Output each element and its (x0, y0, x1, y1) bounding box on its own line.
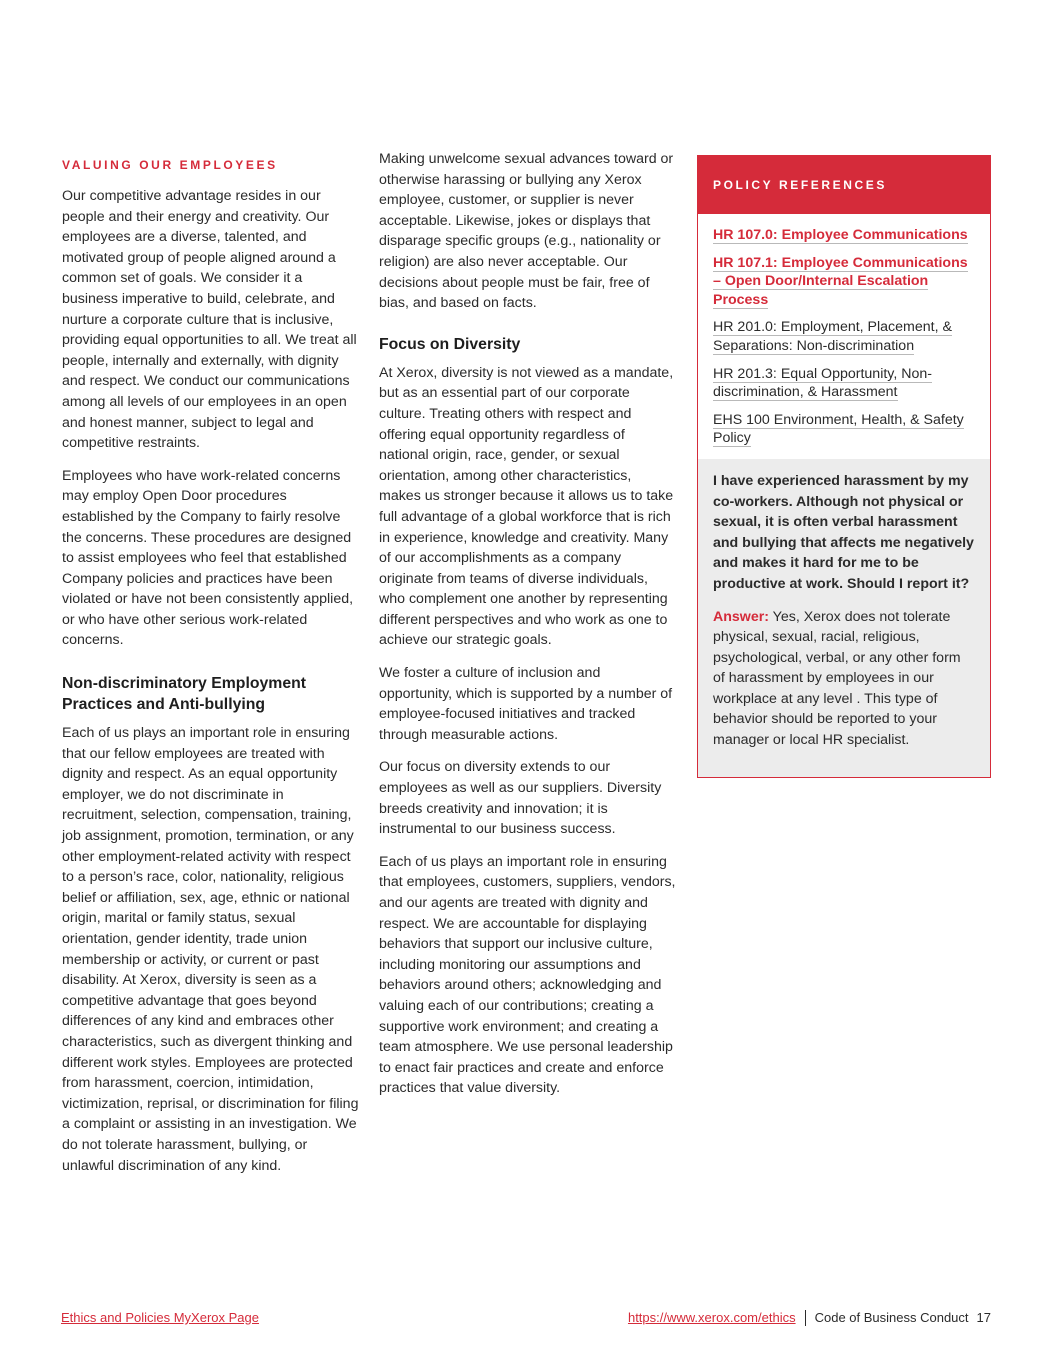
harassment-paragraph: Making unwelcome sexual advances toward or otherwise harassing or bullying any Xerox employee, customer, or supplier is never acceptable. Likewise, jokes or displays that disparage specific groups (e.g., nationality or religion) are also never acceptable. Our decisions about people must be fair, free of bias, and based on facts. (379, 151, 674, 312)
policy-link-hr-107-0[interactable]: HR 107.0: Employee Communications (713, 227, 968, 243)
middle-column (379, 152, 677, 1111)
focus-on-diversity-heading: Focus on Diversity (379, 335, 521, 353)
section-label: VALUING OUR EMPLOYEES (62, 158, 278, 172)
policy-link-hr-107-1[interactable]: HR 107.1: Employee Communications – Open Door/Internal Escalation Process (713, 254, 968, 308)
policy-link-hr-201-3[interactable]: HR 201.3: Equal Opportunity, Non-discrimination, & Harassment (713, 365, 932, 401)
policy-link-hr-201-0[interactable]: HR 201.0: Employment, Placement, & Separations: Non-discrimination (713, 319, 952, 354)
qa-question: I have experienced harassment by my co-workers. Although not physical or sexual, it is often verbal harassment and bullying that affects me negatively and makes it hard for me to be productive at work. Should I report it? (713, 472, 974, 592)
accountability-paragraph: Each of us plays an important role in ensuring that employees, customers, suppliers, vendors, and our agents are treated with dignity and respect. We are accountable for displaying behaviors that support our inclusive culture, including monitoring our assumptions and behaviors around others; acknowledging and valuing each of our contributions; creating a supportive work environment; and creating a team atmosphere. We use personal leadership to enact fair practices and create and enforce practices that value diversity. (379, 853, 676, 1097)
left-column (62, 152, 362, 1188)
qa-answer (713, 607, 975, 751)
footer-right (628, 1309, 991, 1327)
ethics-url-link[interactable]: https://www.xerox.com/ethics (627, 1310, 796, 1325)
open-door-paragraph: Employees who have work-related concerns may employ Open Door procedures established by the Company to fairly resolve the concerns. These procedures are designed to assist employees who feel that established Company policies and practices have been violated or have not been consistently applied, or who have other serious work-related concerns. (62, 467, 354, 649)
document-title: Code of Business Conduct (814, 1310, 969, 1325)
non-discrimination-heading: Non-discriminatory Employment Practices and Anti-bullying (62, 675, 307, 714)
policy-link-ehs-100[interactable]: EHS 100 Environment, Health, & Safety Policy (713, 411, 964, 447)
answer-text: Yes, Xerox does not tolerate physical, sexual, racial, religious, psychological, verbal, or any other form of harassment by employees in our workplace at any level . This type of behavior should be reported to your manager or local HR specialist. (713, 608, 961, 749)
answer-label: Answer: (713, 608, 769, 625)
policy-references-box (697, 155, 991, 778)
inclusion-paragraph: We foster a culture of inclusion and opportunity, which is supported by a number of employee-focused initiatives and tracked through measurable actions. (379, 665, 673, 743)
non-discrimination-paragraph: Each of us plays an important role in ensuring that our fellow employees are treated with dignity and respect. As an equal opportunity employer, we do not discriminate in recruitment, selection, compensation, training, job assignment, promotion, termination, or any other employment-related activity with respect to a person’s race, color, nationality, religious belief or affiliation, sex, age, ethnic or national origin, marital or family status, sexual orientation, gender identity, trade union membership or activity, or current or past disability. At Xerox, diversity is seen as a competitive advantage that goes beyond differences of any kind and embraces other characteristics, such as divergent thinking and different work styles. Employees are protected from harassment, coercion, intimidation, victimization, reprisal, or discrimination for filing a complaint or assisting in an investigation. We do not tolerate harassment, bullying, or unlawful discrimination of any kind. (62, 725, 359, 1174)
policy-references-header: POLICY REFERENCES (698, 156, 990, 214)
ethics-policies-link[interactable]: Ethics and Policies MyXerox Page (61, 1310, 259, 1325)
footer-divider (805, 1310, 806, 1326)
intro-paragraph: Our competitive advantage resides in our people and their energy and creativity. Our employees are a diverse, talented, and motivated group of people aligned around a common set of goals. We consider it a business imperative to build, celebrate, and nurture a corporate culture that is inclusive, providing equal opportunities to all. We treat all people, internally and externally, with dignity and respect. We conduct our communications among all levels of our employees in an open and honest manner, subject to legal and competitive restraints. (62, 188, 357, 452)
diversity-paragraph: At Xerox, diversity is not viewed as a mandate, but as an essential part of our corporate culture. Treating others with respect and offering equal opportunity regardless of national origin, race, gender, or sexual orientation, among other characteristics, makes us stronger because it allows us to take full advantage of a global workforce that is rich in experience, knowledge and creativity. Many of our accomplishments as a company originate from teams of diverse individuals, who complement one another by representing different perspectives and who work as one to achieve our strategic goals. (379, 364, 674, 649)
policy-sidebar (697, 152, 991, 778)
policy-links-list (698, 214, 990, 459)
qa-panel (698, 459, 990, 777)
suppliers-paragraph: Our focus on diversity extends to our employees as well as our suppliers. Diversity breeds creativity and innovation; it is instrumental to our business success. (379, 759, 662, 838)
page-number: 17 (976, 1310, 991, 1325)
